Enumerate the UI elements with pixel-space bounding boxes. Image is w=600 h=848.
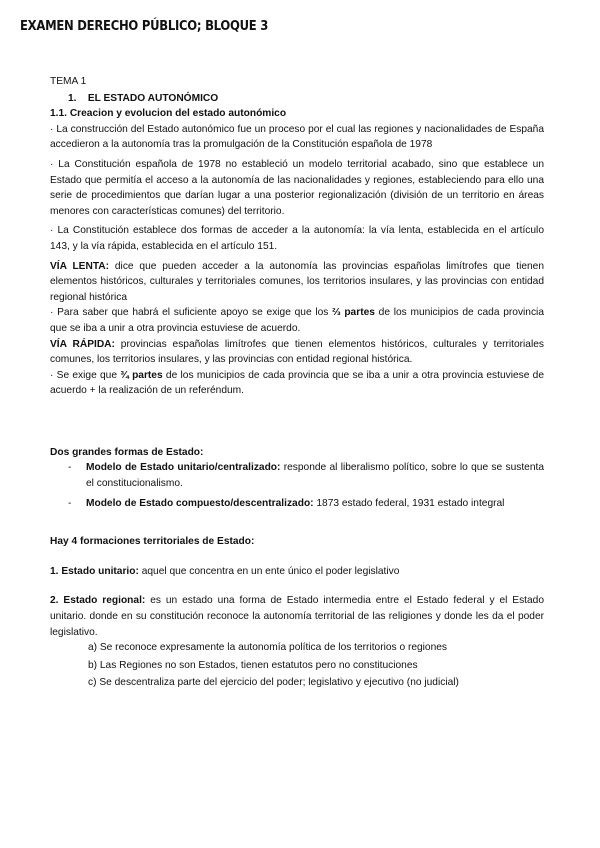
paragraph-3: · La Constitución establece dos formas de acceder a la autonomía: la vía lenta, establecida en el artículo 143, y la vía rápida, establecida en el artículo 151. [50, 225, 544, 252]
list-item: b) Las Regiones no son Estados, tienen estatutos pero no constituciones [88, 659, 418, 671]
formas-item-text: 1873 estado federal, 1931 estado integral [313, 497, 505, 509]
list-item [50, 460, 544, 491]
list-item [50, 496, 544, 512]
formas-heading-text: Dos grandes formas de Estado: [50, 446, 204, 458]
three-quarters-bold: ¾ partes [120, 369, 163, 381]
formas-item-text: responde al liberalismo político, sobre lo que se sustenta el constitucionalismo. [86, 462, 544, 490]
via-lenta-text: dice que pueden acceder a la autonomía las provincias españolas limítrofes que tienen elementos históricos, culturales y territoriales comunes, los territorios insulares, y las provincias con entidad regional histórica [50, 260, 544, 303]
via-lenta-paragraph [50, 259, 544, 306]
dash-bullet: - [68, 462, 72, 474]
section-number: 1. [68, 92, 77, 104]
two-thirds-text-b: de los municipios de cada provincia que se iba a unir a otra provincia estuviese de acuerdo. [50, 307, 544, 334]
subsection-title: 1.1. Creacion y evolucion del estado autonómico [50, 108, 287, 120]
section-title-text: EL ESTADO AUTONÓMICO [87, 92, 219, 104]
via-lenta-label: VÍA LENTA: [50, 260, 110, 272]
estado-regional-label: 2. Estado regional: [50, 595, 146, 607]
document-body [50, 74, 544, 691]
list-item: c) Se descentraliza parte del ejercicio del poder; legislativo y ejecutivo (no judicial) [88, 677, 459, 689]
formaciones-heading [50, 534, 544, 550]
formas-item-label: Modelo de Estado unitario/centralizado: [86, 462, 281, 474]
section-title [50, 91, 544, 107]
three-quarters-text-a: · Se exige que [50, 369, 121, 381]
estado-unitario-text: aquel que concentra en un ente único el poder legislativo [138, 565, 400, 577]
formas-heading [50, 445, 544, 461]
regional-list [50, 640, 544, 691]
two-thirds-bold: ⅔ partes [332, 307, 375, 319]
via-rapida-label: VÍA RÁPIDA: [50, 338, 115, 350]
estado-regional-paragraph [50, 593, 544, 640]
dash-bullet: - [68, 497, 72, 509]
paragraph-three-quarters [50, 368, 544, 399]
two-thirds-text-a: · Para saber que habrá el suficiente apoyo se exige que los [50, 307, 333, 319]
formas-list [50, 460, 544, 511]
paragraph-two-thirds [50, 305, 544, 336]
paragraph-2: · La Constitución española de 1978 no estableció un modelo territorial acabado, sino que establece un Estado que permitía el acceso a la autonomía de las nacionalidades y regiones, estableciendo para ello una serie de procedimientos que darían lugar a una posterior regionalización (división de un territorio en áreas menores con características comunes) del territorio. [50, 158, 544, 217]
estado-regional-text: es un estado una forma de Estado intermedia entre el Estado federal y el Estado unitario. donde en su constitución reconoce la autonomía territorial de las religiones y donde les da el poder legislativo. [50, 595, 544, 638]
via-rapida-paragraph [50, 337, 544, 368]
estado-unitario-label: 1. Estado unitario: [50, 565, 139, 577]
formaciones-heading-text: Hay 4 formaciones territoriales de Estado: [50, 536, 255, 548]
estado-unitario-paragraph [50, 564, 544, 580]
tema-label: TEMA 1 [50, 76, 87, 87]
via-rapida-text: provincias españolas limítrofes que tienen elementos históricos, culturales y territoriales comunes, los territorios insulares, y las provincias con entidad regional histórica. [50, 338, 544, 366]
document-header: EXAMEN DERECHO PÚBLICO; BLOQUE 3 [20, 18, 269, 34]
three-quarters-text-b: de los municipios de cada provincia que se iba a unir a otra provincia estuviese de acuerdo + la realización de un referéndum. [50, 369, 545, 397]
paragraph-1: · La construcción del Estado autonómico fue un proceso por el cual las regiones y nacionalidades de España accedieron a la autonomía tras la promulgación de la Constitución española de 1978 [50, 123, 544, 151]
formas-item-label: Modelo de Estado compuesto/descentralizado: [86, 497, 314, 509]
list-item: a) Se reconoce expresamente la autonomía política de los territorios o regiones [88, 642, 448, 654]
